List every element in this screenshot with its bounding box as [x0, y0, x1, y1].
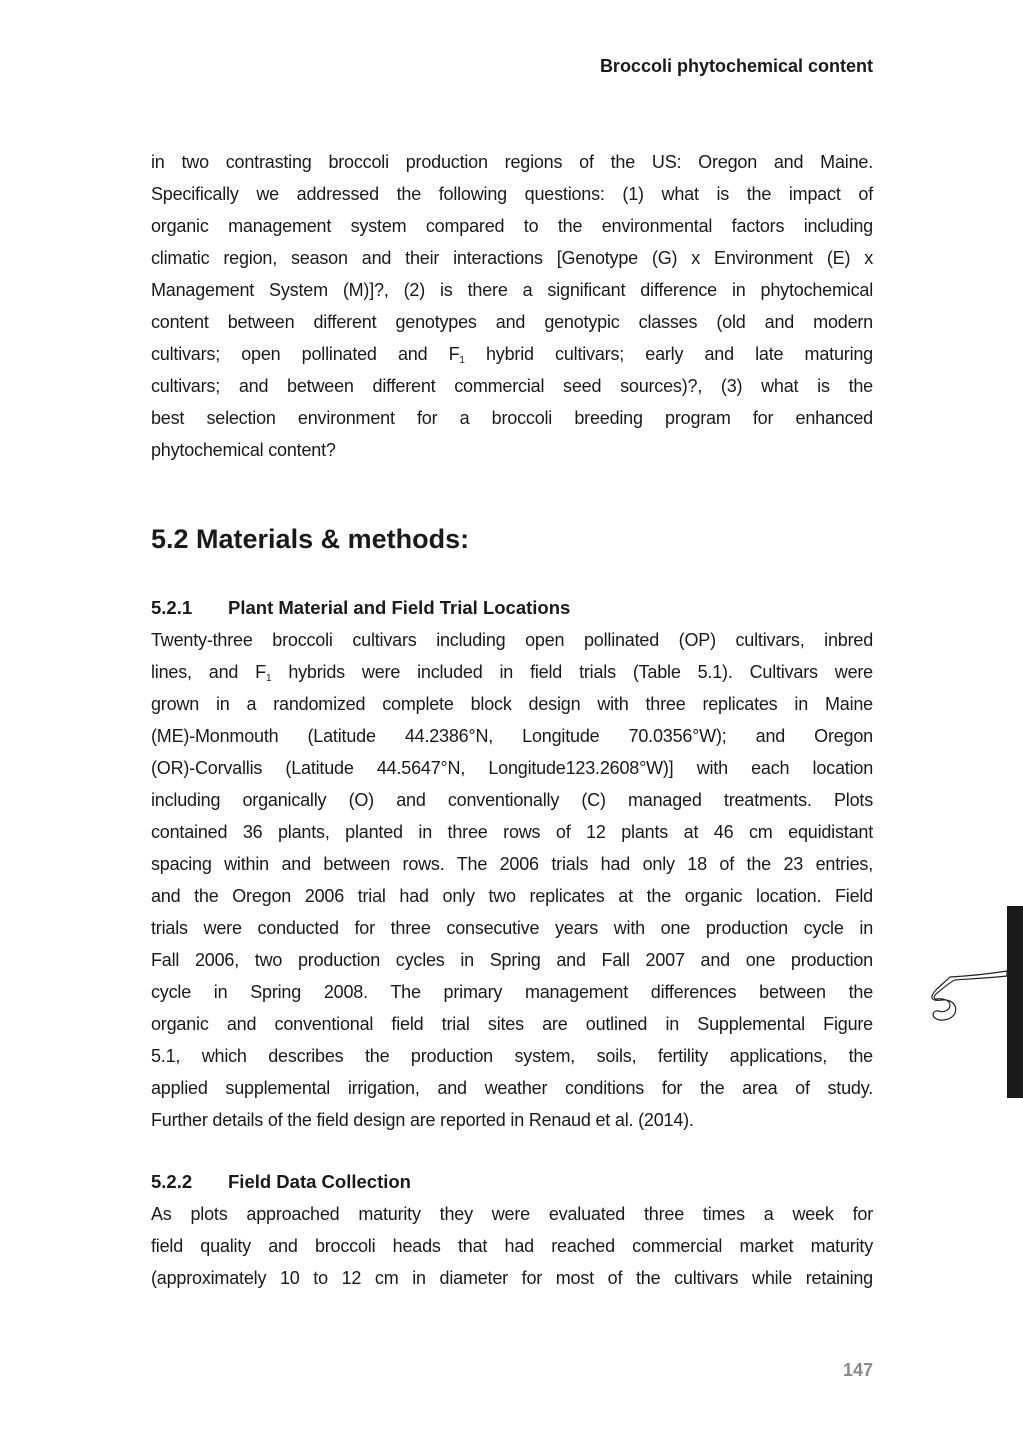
text-line: organic management system compared to the environmental factors including: [151, 216, 873, 236]
text-line: Further details of the field design are reported in Renaud et al. (2014).: [151, 1110, 694, 1130]
page-number: 147: [842, 1360, 873, 1380]
text-line: applied supplemental irrigation, and weather conditions for the area of study.: [151, 1078, 873, 1098]
subsection-heading-5-2-2: [151, 1166, 411, 1198]
text-line: [151, 338, 873, 370]
text-line: (ME)-Monmouth (Latitude 44.2386°N, Longitude 70.0356°W); and Oregon: [151, 726, 873, 746]
text-line: cultivars; and between different commercial seed sources)?, (3) what is the: [151, 376, 873, 396]
text-line: [151, 656, 873, 688]
subsection-number: 5.2.2: [151, 1171, 193, 1192]
text-line: organic and conventional field trial sites are outlined in Supplemental Figure: [151, 1014, 873, 1034]
text-line: Management System (M)]?, (2) is there a significant difference in phytochemical: [151, 280, 873, 300]
text-line: cycle in Spring 2008. The primary management differences between the: [151, 982, 873, 1002]
text-segment: cultivars; open pollinated and F: [151, 344, 460, 364]
subsection-title: Field Data Collection: [228, 1171, 411, 1192]
text-line: content between different genotypes and genotypic classes (old and modern: [151, 312, 873, 332]
text-line: trials were conducted for three consecutive years with one production cycle in: [151, 918, 873, 938]
text-line: best selection environment for a broccoli breeding program for enhanced: [151, 408, 873, 428]
subsection-title: Plant Material and Field Trial Locations: [228, 597, 571, 618]
text-line: Fall 2006, two production cycles in Spring and Fall 2007 and one production: [151, 950, 873, 970]
text-line: in two contrasting broccoli production regions of the US: Oregon and Maine.: [151, 152, 873, 172]
text-line: contained 36 plants, planted in three rows of 12 plants at 46 cm equidistant: [151, 822, 873, 842]
text-line: climatic region, season and their interactions [Genotype (G) x Environment (E) x: [151, 248, 873, 268]
text-line: spacing within and between rows. The 2006 trials had only 18 of the 23 entries,: [151, 854, 873, 874]
text-line: As plots approached maturity they were evaluated three times a week for: [151, 1204, 873, 1224]
subscript: 1: [459, 355, 465, 366]
text-line: and the Oregon 2006 trial had only two replicates at the organic location. Field: [151, 886, 873, 906]
text-segment: hybrids were included in field trials (Table 5.1). Cultivars were: [271, 662, 873, 682]
running-header: Broccoli phytochemical content: [599, 56, 873, 76]
text-line: Specifically we addressed the following questions: (1) what is the impact of: [151, 184, 873, 204]
text-line: (approximately 10 to 12 cm in diameter for most of the cultivars while retaining: [151, 1268, 873, 1288]
text-line: field quality and broccoli heads that had reached commercial market maturity: [151, 1236, 873, 1256]
text-segment: lines, and F: [151, 662, 266, 682]
text-line: grown in a randomized complete block design with three replicates in Maine: [151, 694, 873, 714]
text-line: 5.1, which describes the production system, soils, fertility applications, the: [151, 1046, 873, 1066]
subsection-heading-5-2-1: [151, 592, 570, 624]
section-heading: 5.2 Materials & methods:: [151, 524, 470, 554]
text-line: (OR)-Corvallis (Latitude 44.5647°N, Longitude123.2608°W)] with each location: [151, 758, 873, 778]
chapter-number-5-icon: [928, 968, 1010, 1038]
text-line: Twenty-three broccoli cultivars including open pollinated (OP) cultivars, inbred: [151, 630, 873, 650]
text-segment: hybrid cultivars; early and late maturing: [464, 344, 873, 364]
subsection-number: 5.2.1: [151, 597, 193, 618]
subscript: 1: [265, 673, 272, 684]
text-line: phytochemical content?: [151, 440, 336, 460]
text-line: including organically (O) and conventionally (C) managed treatments. Plots: [151, 790, 873, 810]
